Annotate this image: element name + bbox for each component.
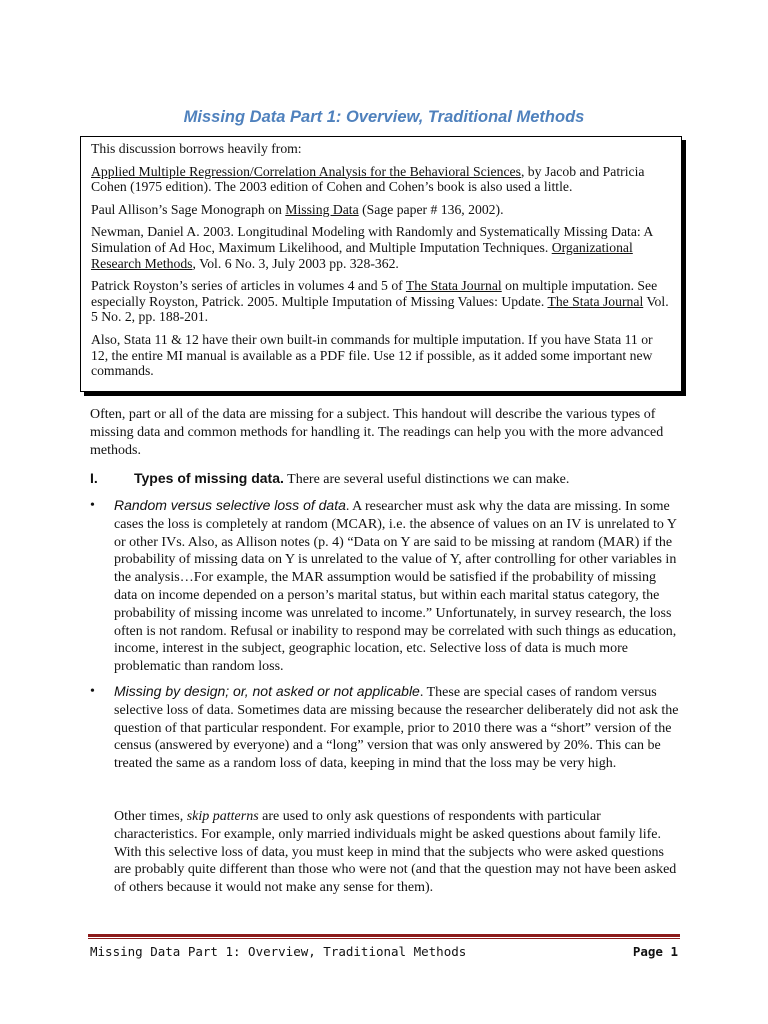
bullet-icon: • — [90, 684, 95, 699]
reference-royston: Patrick Royston’s series of articles in volumes 4 and 5 of The Stata Journal on multiple imputation. See especially Royston, Patrick. 2005. Multiple Imputation of Missing Values: Update. The Stata Journal Vol. 5 No. 2, pp. 188-201. — [91, 278, 669, 325]
references-intro: This discussion borrows heavily from: — [91, 141, 302, 156]
page-title: Missing Data Part 1: Overview, Traditional Methods — [183, 108, 585, 126]
footer-title: Missing Data Part 1: Overview, Traditional Methods — [90, 944, 467, 959]
reference-allison: Paul Allison’s Sage Monograph on Missing Data (Sage paper # 136, 2002). — [91, 201, 504, 217]
section-heading — [90, 469, 680, 489]
section-number: I. — [90, 470, 98, 486]
bullet-text: Missing by design; or, not asked or not applicable. These are special cases of random versus selective loss of data. Sometimes data are missing because the researcher deliberately did not ask the question of that particular respondent. For example, prior to 2010 there was a “short” version of the census (answered by everyone) and a “long” version that was only answered by 20%. This can be treated the same as a random loss of data, keeping in mind that the loss may be very high. — [114, 683, 679, 772]
footer-rule — [88, 934, 680, 937]
intro-paragraph: Often, part or all of the data are missing for a subject. This handout will describe the various types of missing data and common methods for handling it. The readings can help you with the more advanced methods. — [90, 407, 664, 458]
reference-title: Missing Data — [285, 201, 359, 217]
reference-title: Organizational Research Methods — [91, 239, 633, 271]
bullet-text: Random versus selective loss of data. A researcher must ask why the data are missing. In some cases the loss is completely at random (MCAR), i.e. the absence of values on an IV is unrelated to Y or other IVs. Also, as Allison notes (p. 4) “Data on Y are said to be missing at random (MAR) if the probability of missing data on Y is unrelated to the value of Y, after controlling for other variables in the analysis…For example, the MAR assumption would be satisfied if the probability of missing data on income depended on a person’s marital status, but within each marital status category, the probability of missing income was unrelated to income.” Unfortunately, in survey research, the loss often is not random. Refusal or inability to respond may be correlated with such things as education, income, interest in the subject, geographic location, etc. Selective loss of data is much more problematic than random loss. — [114, 497, 677, 675]
skip-patterns-paragraph: Other times, skip patterns are used to only ask questions of respondents with particular characteristics. For example, only married individuals might be asked questions about family life. With this selective loss of data, you must keep in mind that the subjects who were asked questions are probably quite different than those who were not (and that the question may not have been asked of others because it would not make any sense for them). — [114, 809, 677, 896]
references-box — [80, 136, 682, 392]
bullet-lead: Missing by design; or, not asked or not applicable — [114, 683, 420, 699]
emphasis-term: skip patterns — [186, 809, 259, 824]
reference-title: The Stata Journal — [405, 278, 502, 294]
page-number: Page 1 — [632, 944, 678, 959]
bullet-lead: Random versus selective loss of data — [114, 497, 346, 513]
bullet-icon: • — [90, 498, 95, 513]
reference-newman: Newman, Daniel A. 2003. Longitudinal Modeling with Randomly and Systematically Missing Data: A Simulation of Ad Hoc, Maximum Likelihood, and Multiple Imputation Techniques. Organizational Research Methods, Vol. 6 No. 3, July 2003 pp. 328-362. — [91, 224, 653, 271]
section-title: Types of missing data. — [134, 470, 284, 486]
reference-title: The Stata Journal — [547, 293, 644, 309]
footer-rule-thin — [88, 938, 680, 939]
reference-stata-mi: Also, Stata 11 & 12 have their own built-in commands for multiple imputation. If you have Stata 11 or 12, the entire MI manual is available as a PDF file. Use 12 if possible, as it added some important new commands. — [91, 331, 653, 379]
section-heading-rest: There are several useful distinctions we can make. — [283, 472, 570, 487]
reference-cohen: Applied Multiple Regression/Correlation Analysis for the Behavioral Sciences, by Jacob and Patricia Cohen (1975 edition). The 2003 edition of Cohen and Cohen’s book is also used a little. — [91, 163, 645, 195]
reference-title: Applied Multiple Regression/Correlation Analysis for the Behavioral Sciences — [91, 163, 521, 179]
